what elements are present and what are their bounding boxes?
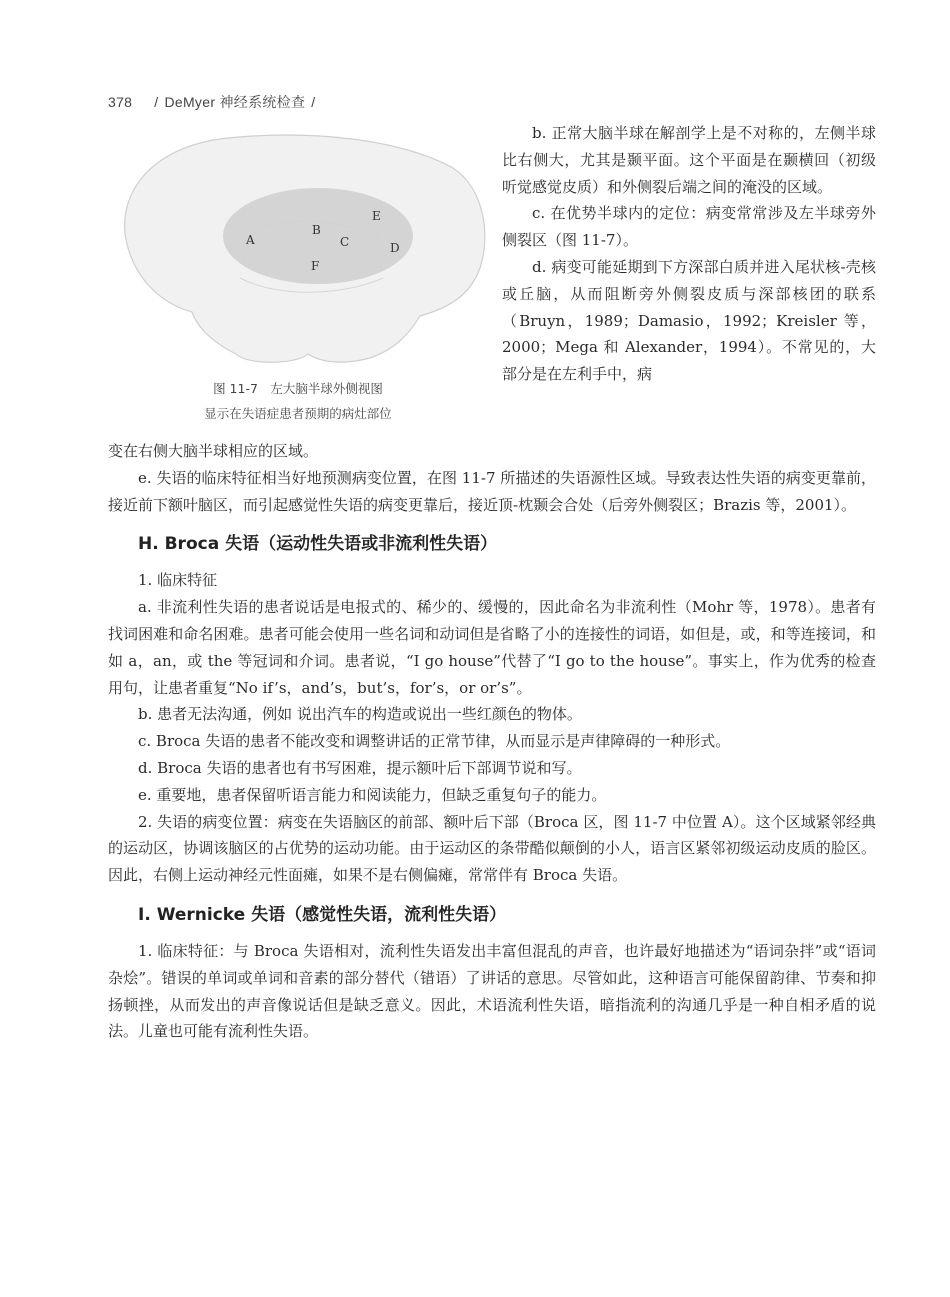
caption-title: 图 11-7 左大脑半球外侧视图 [213, 381, 383, 396]
broca-para-b: b. 患者无法沟通，例如 说出汽车的构造或说出一些红颜色的物体。 [138, 705, 582, 724]
wernicke-clinical: 1. 临床特征：与 Broca 失语相对，流利性失语发出丰富但混乱的声音，也许最好地描述为“语词杂拌”或“语词杂烩”。错误的单词或单词和音素的部分替代（错语）了讲话的意思。尽管如此，这种语言可能保留韵律、节奏和抑扬顿挫，从而发出的声音像说话但是缺乏意义。因此，术语流利性失语，暗指流利的沟通几乎是一种自相矛盾的说法。儿童也可能有流利性失语。 [108, 941, 876, 1041]
paragraph-e: e. 失语的临床特征相当好地预测病变位置，在图 11-7 所描述的失语源性区域。导致表达性失语的病变更靠前，接近前下额叶脑区，而引起感觉性失语的病变更靠后，接近顶-枕颞会合处（后旁外侧裂区；Brazis 等，2001）。 [108, 468, 876, 514]
label-b: B [312, 223, 321, 237]
section-heading-wernicke: I. Wernicke 失语（感觉性失语，流利性失语） [138, 904, 507, 925]
brain-illustration [108, 128, 488, 373]
broca-para-e: e. 重要地，患者保留听语言能力和阅读能力，但缺乏重复句子的能力。 [138, 785, 607, 804]
paragraph-c: c. 在优势半球内的定位：病变常常涉及左半球旁外侧裂区（图 11-7）。 [502, 204, 876, 250]
broca-para-a: a. 非流利性失语的患者说话是电报式的、稀少的、缓慢的，因此命名为非流利性（Mohr 等，1978）。患者有找词困难和命名困难。患者可能会使用一些名词和动词但是省略了小的连接性的词语，如但是，或，和等连接词，和如 a，an，或 the 等冠词和介词。患者说，“I go house”代替了“I go to the house”。事实上，作为优秀的检查用句，让患者重复“No if’s，and’s，but’s，for’s，or or’s”。 [108, 598, 876, 697]
broca-para-d: d. Broca 失语的患者也有书写困难，提示额叶后下部调节说和写。 [138, 758, 582, 777]
running-header: 378 / DeMyer 神经系统检查 / [108, 94, 316, 110]
section-heading-broca: H. Broca 失语（运动性失语或非流利性失语） [138, 534, 498, 555]
label-f: F [311, 259, 320, 273]
caption-subtitle: 显示在失语症患者预期的病灶部位 [204, 406, 392, 421]
label-d: D [390, 241, 400, 255]
page-number: 378 [108, 94, 133, 110]
figure-caption [108, 376, 488, 426]
broca-lesion-location: 2. 失语的病变位置：病变在失语脑区的前部、额叶后下部（Broca 区，图 11-7 中位置 A）。这个区域紧邻经典的运动区，协调该脑区的占优势的运动功能。由于运动区的条带酷似颠倒的小人，语言区紧邻初级运动皮质的脸区。因此，右侧上运动神经元性面瘫，如果不是右侧偏瘫，常常伴有 Broca 失语。 [108, 812, 876, 885]
right-column [502, 120, 876, 388]
broca-para-c: c. Broca 失语的患者不能改变和调整讲话的正常节律，从而显示是声律障碍的一种形式。 [138, 732, 731, 751]
paragraph-b: b. 正常大脑半球在解剖学上是不对称的，左侧半球比右侧大，尤其是颞平面。这个平面是在颞横回（初级听觉感觉皮质）和外侧裂后端之间的淹没的区域。 [502, 124, 876, 196]
book-title: DeMyer 神经系统检查 [164, 94, 306, 110]
label-a: A [246, 233, 255, 247]
continuation-line: 变在右侧大脑半球相应的区域。 [108, 442, 319, 460]
label-e: E [372, 209, 381, 223]
broca-clinical-title: 1. 临床特征 [138, 571, 218, 590]
label-c: C [340, 235, 350, 249]
paragraph-d: d. 病变可能延期到下方深部白质并进入尾状核-壳核或丘脑，从而阻断旁外侧裂皮质与深部核团的联系（Bruyn，1989；Damasio，1992；Kreisler 等，2000；Mega 和 Alexander，1994）。不常见的，大部分是在左利手中，病 [502, 257, 876, 384]
main-text [108, 438, 876, 1045]
